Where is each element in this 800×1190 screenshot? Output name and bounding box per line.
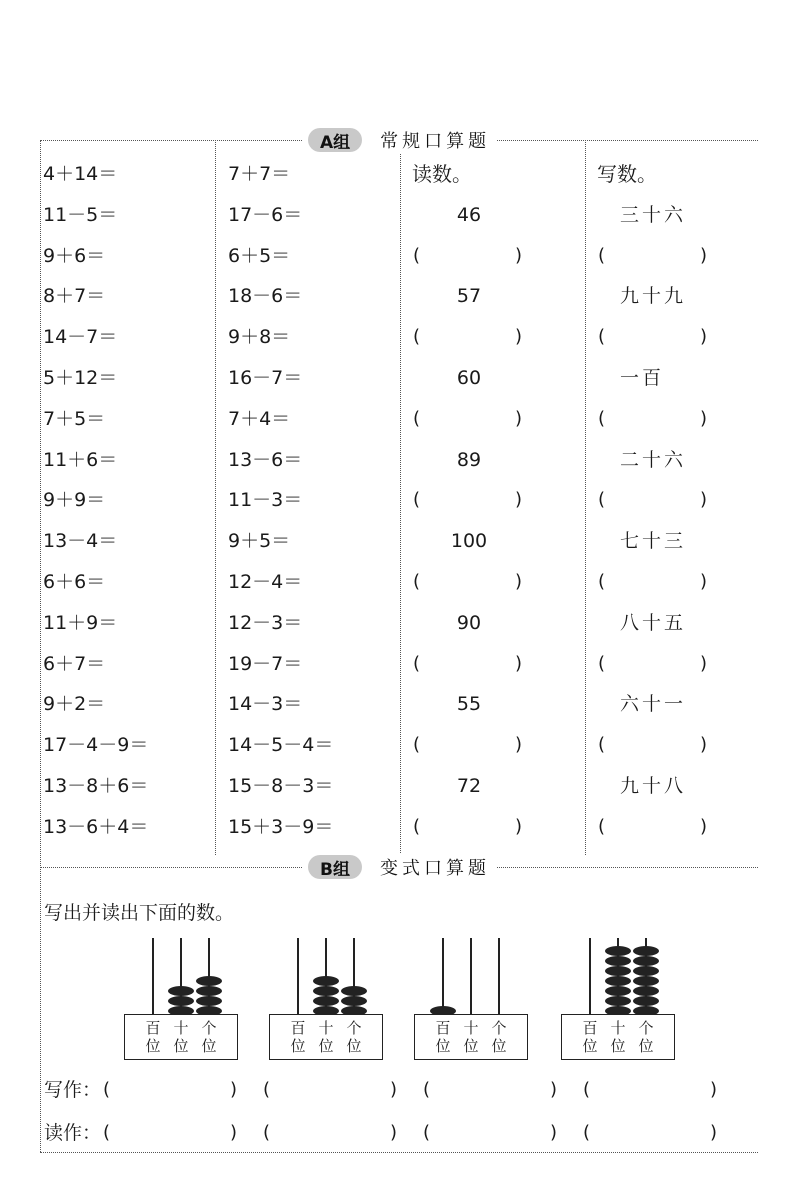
place-label-ones: 位 xyxy=(638,1037,654,1055)
rod-hundreds xyxy=(152,938,154,1016)
abacus-bead xyxy=(633,996,659,1006)
answer-paren-open: ( xyxy=(598,571,606,592)
number-words: 九十八 xyxy=(620,775,687,797)
math-problem: 14－3＝ xyxy=(228,693,303,716)
group-b-title: 变式口算题 xyxy=(379,858,490,879)
group-a-header xyxy=(302,127,496,153)
answer-paren-close: ) xyxy=(515,734,523,756)
math-problem: 9＋9＝ xyxy=(43,489,106,512)
place-label-ones: 个 xyxy=(638,1019,654,1037)
place-label-tens: 位 xyxy=(318,1037,334,1055)
abacus-bead xyxy=(313,976,339,986)
math-problem: 18－6＝ xyxy=(228,285,303,308)
answer-paren-open: ( xyxy=(413,244,421,266)
answer-paren-close: ) xyxy=(515,652,523,674)
read-as-label: 读作： xyxy=(44,1122,102,1144)
math-problem: 6＋5＝ xyxy=(228,244,291,267)
answer-paren-open: ( xyxy=(598,734,606,756)
number-words: 九十九 xyxy=(620,285,687,308)
abacus-bead xyxy=(633,966,659,976)
place-label-tens: 位 xyxy=(463,1037,479,1055)
place-label-hundreds: 位 xyxy=(145,1037,161,1055)
number-to-read: 72 xyxy=(456,775,482,797)
answer-paren-open: ( xyxy=(598,326,606,348)
math-problem: 19－7＝ xyxy=(228,652,303,675)
math-problem: 7＋4＝ xyxy=(228,407,291,430)
abacus-bead xyxy=(633,976,659,986)
math-problem: 12－4＝ xyxy=(228,571,303,593)
answer-paren-open: ( xyxy=(598,815,606,837)
abacus-bead xyxy=(313,996,339,1006)
math-problem: 17－4－9＝ xyxy=(43,734,149,757)
group-a-badge: A组 xyxy=(308,128,362,152)
answer-paren-close: ) xyxy=(515,407,523,429)
place-label-hundreds: 百 xyxy=(435,1019,451,1037)
answer-paren-open: ( xyxy=(413,489,421,511)
place-label-hundreds: 百 xyxy=(582,1019,598,1037)
answer-paren-open: ( xyxy=(413,734,421,756)
number-to-read: 57 xyxy=(456,285,482,308)
math-problem: 6＋7＝ xyxy=(43,652,106,675)
math-problem: 12－3＝ xyxy=(228,611,303,634)
abacus-bead xyxy=(341,996,367,1006)
answer-paren-close[interactable]: ) xyxy=(390,1122,398,1143)
place-label-tens: 十 xyxy=(318,1019,334,1037)
math-problem: 11＋9＝ xyxy=(43,611,118,634)
answer-paren-open[interactable]: ( xyxy=(583,1079,591,1100)
math-problem: 11－3＝ xyxy=(228,489,303,512)
abacus-base xyxy=(269,1014,383,1060)
abacus-bead xyxy=(196,996,222,1006)
abacus xyxy=(414,938,528,1062)
math-problem: 5＋12＝ xyxy=(43,367,118,389)
rod-hundreds xyxy=(589,938,591,1016)
abacus-base xyxy=(124,1014,238,1060)
answer-paren-close: ) xyxy=(515,815,523,837)
answer-paren-close: ) xyxy=(700,734,708,756)
answer-paren-close[interactable]: ) xyxy=(710,1122,718,1143)
rod-ones xyxy=(498,938,500,1016)
number-words: 一百 xyxy=(620,367,665,389)
number-to-read: 100 xyxy=(450,530,488,553)
place-label-ones: 个 xyxy=(346,1019,362,1037)
math-problem: 15＋3－9＝ xyxy=(228,815,334,838)
math-problem: 15－8－3＝ xyxy=(228,775,334,797)
place-label-hundreds: 位 xyxy=(435,1037,451,1055)
math-problem: 13－8＋6＝ xyxy=(43,775,149,797)
answer-paren-close[interactable]: ) xyxy=(390,1079,398,1100)
place-label-tens: 位 xyxy=(610,1037,626,1055)
abacus-bead xyxy=(605,996,631,1006)
place-label-hundreds: 百 xyxy=(145,1019,161,1037)
column-divider-2 xyxy=(400,140,401,855)
read-numbers-heading: 读数。 xyxy=(412,162,472,186)
number-words: 八十五 xyxy=(620,611,687,634)
number-words: 三十六 xyxy=(620,203,687,226)
number-to-read: 89 xyxy=(456,448,482,471)
answer-paren-open: ( xyxy=(598,407,606,429)
answer-paren-close: ) xyxy=(700,326,708,348)
place-label-ones: 位 xyxy=(491,1037,507,1055)
abacus-bead xyxy=(633,946,659,956)
number-words: 七十三 xyxy=(620,530,687,553)
math-problem: 13－6＝ xyxy=(228,448,303,471)
abacus xyxy=(124,938,238,1062)
place-label-tens: 十 xyxy=(173,1019,189,1037)
math-problem: 13－4＝ xyxy=(43,530,118,553)
abacus-bead xyxy=(605,946,631,956)
answer-paren-open: ( xyxy=(598,489,606,511)
place-label-tens: 十 xyxy=(463,1019,479,1037)
place-label-tens: 十 xyxy=(610,1019,626,1037)
math-problem: 11－5＝ xyxy=(43,203,118,226)
abacus-bead xyxy=(168,996,194,1006)
answer-paren-close: ) xyxy=(700,489,708,511)
abacus xyxy=(269,938,383,1062)
number-to-read: 46 xyxy=(456,203,482,226)
math-problem: 9＋8＝ xyxy=(228,326,291,349)
math-problem: 8＋7＝ xyxy=(43,285,106,308)
place-label-ones: 位 xyxy=(346,1037,362,1055)
place-label-hundreds: 位 xyxy=(582,1037,598,1055)
math-problem: 9＋6＝ xyxy=(43,244,106,267)
answer-paren-open: ( xyxy=(413,571,421,592)
write-as-label: 写作： xyxy=(44,1079,102,1101)
rod-hundreds xyxy=(297,938,299,1016)
left-border xyxy=(40,140,41,1152)
place-label-ones: 个 xyxy=(201,1019,217,1037)
answer-paren-close: ) xyxy=(515,489,523,511)
rod-hundreds xyxy=(442,938,444,1016)
abacus-bead xyxy=(605,986,631,996)
answer-paren-open[interactable]: ( xyxy=(263,1079,271,1100)
answer-paren-close[interactable]: ) xyxy=(710,1079,718,1100)
abacus-base xyxy=(561,1014,675,1060)
math-problem: 7＋7＝ xyxy=(228,163,291,185)
place-label-hundreds: 百 xyxy=(290,1019,306,1037)
rod-tens xyxy=(470,938,472,1016)
answer-paren-open[interactable]: ( xyxy=(583,1122,591,1143)
place-label-hundreds: 位 xyxy=(290,1037,306,1055)
answer-paren-close: ) xyxy=(515,244,523,266)
number-words: 六十一 xyxy=(620,693,687,716)
place-label-tens: 位 xyxy=(173,1037,189,1055)
answer-paren-open[interactable]: ( xyxy=(423,1079,431,1100)
math-problem: 4＋14＝ xyxy=(43,163,118,185)
answer-paren-close: ) xyxy=(700,571,708,592)
abacus-bead xyxy=(196,986,222,996)
group-b-header xyxy=(302,854,496,880)
number-to-read: 60 xyxy=(456,367,482,389)
math-problem: 13－6＋4＝ xyxy=(43,815,149,838)
write-numbers-heading: 写数。 xyxy=(597,162,657,186)
abacus-bead xyxy=(341,986,367,996)
math-problem: 9＋2＝ xyxy=(43,693,106,716)
number-words: 二十六 xyxy=(620,448,687,471)
abacus-base xyxy=(414,1014,528,1060)
answer-paren-close[interactable]: ) xyxy=(230,1122,238,1143)
answer-paren-open: ( xyxy=(598,652,606,674)
answer-paren-close[interactable]: ) xyxy=(550,1122,558,1143)
abacus-bead xyxy=(633,986,659,996)
abacus-bead xyxy=(196,976,222,986)
math-problem: 11＋6＝ xyxy=(43,448,118,471)
math-problem: 6＋6＝ xyxy=(43,571,106,593)
math-problem: 14－5－4＝ xyxy=(228,734,334,757)
instruction-text: 写出并读出下面的数。 xyxy=(44,902,235,924)
group-a-title: 常规口算题 xyxy=(380,131,491,152)
answer-paren-close[interactable]: ) xyxy=(230,1079,238,1100)
abacus-bead xyxy=(605,976,631,986)
answer-paren-open: ( xyxy=(413,815,421,837)
answer-paren-open: ( xyxy=(598,244,606,266)
abacus-bead xyxy=(168,986,194,996)
bottom-divider xyxy=(40,1152,758,1153)
place-label-ones: 个 xyxy=(491,1019,507,1037)
abacus-bead xyxy=(605,956,631,966)
place-label-ones: 位 xyxy=(201,1037,217,1055)
column-divider-1 xyxy=(215,140,216,855)
answer-paren-close[interactable]: ) xyxy=(550,1079,558,1100)
answer-paren-open: ( xyxy=(413,407,421,429)
math-problem: 9＋5＝ xyxy=(228,530,291,553)
number-to-read: 90 xyxy=(456,611,482,634)
abacus-bead xyxy=(313,986,339,996)
answer-paren-close: ) xyxy=(700,652,708,674)
answer-paren-open[interactable]: ( xyxy=(423,1122,431,1143)
answer-paren-open[interactable]: ( xyxy=(103,1079,111,1100)
answer-paren-close: ) xyxy=(700,815,708,837)
column-divider-3 xyxy=(585,140,586,855)
abacus-bead xyxy=(605,966,631,976)
answer-paren-open: ( xyxy=(413,326,421,348)
answer-paren-close: ) xyxy=(700,407,708,429)
answer-paren-open[interactable]: ( xyxy=(103,1122,111,1143)
abacus xyxy=(561,938,675,1062)
group-b-badge: B组 xyxy=(308,855,362,879)
answer-paren-open: ( xyxy=(413,652,421,674)
math-problem: 16－7＝ xyxy=(228,367,303,389)
abacus-bead xyxy=(633,956,659,966)
answer-paren-close: ) xyxy=(700,244,708,266)
math-problem: 14－7＝ xyxy=(43,326,118,349)
answer-paren-open[interactable]: ( xyxy=(263,1122,271,1143)
answer-paren-close: ) xyxy=(515,571,523,592)
answer-paren-close: ) xyxy=(515,326,523,348)
number-to-read: 55 xyxy=(456,693,482,716)
math-problem: 17－6＝ xyxy=(228,203,303,226)
math-problem: 7＋5＝ xyxy=(43,407,106,430)
